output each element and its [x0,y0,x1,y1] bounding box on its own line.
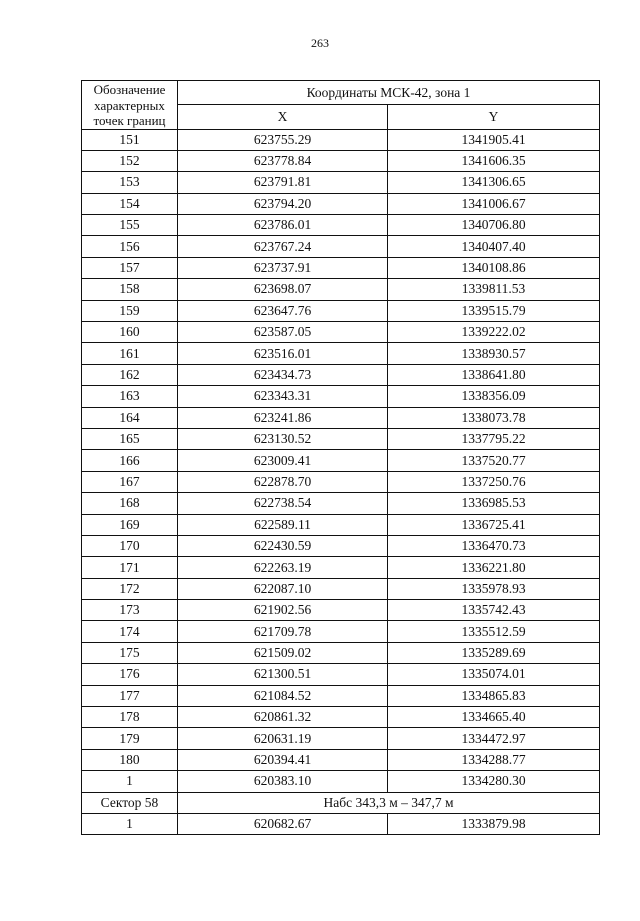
x-coordinate-cell: 620631.19 [178,728,388,749]
x-coordinate-cell: 623647.76 [178,300,388,321]
x-column-header: X [178,105,388,129]
sector-label-cell: Сектор 58 [82,792,178,813]
x-coordinate-cell: 622738.54 [178,493,388,514]
point-id-cell: 178 [82,707,178,728]
point-id-cell: 158 [82,279,178,300]
table-row [82,364,600,385]
x-coordinate-cell: 623791.81 [178,172,388,193]
coordinates-system-header: Координаты МСК-42, зона 1 [178,81,600,105]
y-coordinate-cell: 1334865.83 [388,685,600,706]
point-id-cell: 160 [82,322,178,343]
table-row [82,600,600,621]
point-id-cell: 157 [82,257,178,278]
page-number: 263 [311,36,329,50]
x-coordinate-cell: 621902.56 [178,600,388,621]
y-coordinate-cell: 1334472.97 [388,728,600,749]
x-coordinate-cell: 623434.73 [178,364,388,385]
y-coordinate-cell: 1333879.98 [388,814,600,835]
table-row [82,535,600,556]
point-id-cell: 153 [82,172,178,193]
table-row [82,557,600,578]
table-row [82,685,600,706]
x-coordinate-cell: 621709.78 [178,621,388,642]
table-row [82,300,600,321]
table-row [82,150,600,171]
table-row [82,428,600,449]
table-row [82,664,600,685]
point-id-cell: 154 [82,193,178,214]
y-coordinate-cell: 1339515.79 [388,300,600,321]
point-id-cell: 169 [82,514,178,535]
table-row [82,257,600,278]
table-row [82,493,600,514]
x-coordinate-cell: 623343.31 [178,386,388,407]
table-row [82,814,600,835]
x-coordinate-cell: 623794.20 [178,193,388,214]
table-row [82,386,600,407]
y-coordinate-cell: 1336221.80 [388,557,600,578]
x-coordinate-cell: 622087.10 [178,578,388,599]
point-id-cell: 165 [82,428,178,449]
y-coordinate-cell: 1337250.76 [388,471,600,492]
table-row [82,172,600,193]
table-row [82,514,600,535]
point-id-cell: 166 [82,450,178,471]
y-coordinate-cell: 1336470.73 [388,535,600,556]
table-row [82,471,600,492]
table-row [82,578,600,599]
table-body [82,129,600,835]
x-coordinate-cell: 621509.02 [178,642,388,663]
header-line-3: точек границ [93,113,166,128]
point-id-cell: 156 [82,236,178,257]
y-column-header: Y [388,105,600,129]
y-coordinate-cell: 1338930.57 [388,343,600,364]
y-coordinate-cell: 1338641.80 [388,364,600,385]
table-row [82,236,600,257]
header-line-1: Обозначение [93,82,166,97]
x-coordinate-cell: 623130.52 [178,428,388,449]
y-coordinate-cell: 1339811.53 [388,279,600,300]
y-coordinate-cell: 1337520.77 [388,450,600,471]
y-coordinate-cell: 1334665.40 [388,707,600,728]
table-row [82,343,600,364]
table-row [82,279,600,300]
y-coordinate-cell: 1337795.22 [388,428,600,449]
sector-height-cell: Набс 343,3 м – 347,7 м [178,792,600,813]
point-id-cell: 180 [82,749,178,770]
point-id-cell: 168 [82,493,178,514]
y-coordinate-cell: 1339222.02 [388,322,600,343]
x-coordinate-cell: 621084.52 [178,685,388,706]
y-coordinate-cell: 1341306.65 [388,172,600,193]
x-coordinate-cell: 620383.10 [178,771,388,792]
table-row [82,450,600,471]
table-row [82,621,600,642]
y-coordinate-cell: 1340706.80 [388,215,600,236]
sector-row [82,792,600,813]
table-row [82,407,600,428]
point-id-cell: 174 [82,621,178,642]
x-coordinate-cell: 623755.29 [178,129,388,150]
y-coordinate-cell: 1336985.53 [388,493,600,514]
point-id-cell: 151 [82,129,178,150]
x-coordinate-cell: 623516.01 [178,343,388,364]
y-coordinate-cell: 1341006.67 [388,193,600,214]
y-coordinate-cell: 1335289.69 [388,642,600,663]
x-coordinate-cell: 622430.59 [178,535,388,556]
y-coordinate-cell: 1341905.41 [388,129,600,150]
table-row [82,642,600,663]
point-id-cell: 155 [82,215,178,236]
y-coordinate-cell: 1334280.30 [388,771,600,792]
point-id-cell: 159 [82,300,178,321]
point-id-cell: 175 [82,642,178,663]
x-coordinate-cell: 623241.86 [178,407,388,428]
x-coordinate-cell: 621300.51 [178,664,388,685]
table-row [82,193,600,214]
point-id-cell: 162 [82,364,178,385]
x-coordinate-cell: 623778.84 [178,150,388,171]
point-id-cell: 164 [82,407,178,428]
x-coordinate-cell: 623786.01 [178,215,388,236]
y-coordinate-cell: 1335978.93 [388,578,600,599]
header-line-2: характерных [94,97,165,113]
x-coordinate-cell: 620861.32 [178,707,388,728]
x-coordinate-cell: 623587.05 [178,322,388,343]
x-coordinate-cell: 620394.41 [178,749,388,770]
point-designation-header [82,81,178,130]
x-coordinate-cell: 622589.11 [178,514,388,535]
table-row [82,215,600,236]
x-coordinate-cell: 623767.24 [178,236,388,257]
coordinates-table [81,80,600,835]
y-coordinate-cell: 1335074.01 [388,664,600,685]
table-row [82,749,600,770]
point-id-cell: 171 [82,557,178,578]
point-id-cell: 172 [82,578,178,599]
y-coordinate-cell: 1338073.78 [388,407,600,428]
point-id-cell: 170 [82,535,178,556]
y-coordinate-cell: 1335742.43 [388,600,600,621]
x-coordinate-cell: 620682.67 [178,814,388,835]
y-coordinate-cell: 1340407.40 [388,236,600,257]
point-id-cell: 177 [82,685,178,706]
x-coordinate-cell: 622263.19 [178,557,388,578]
y-coordinate-cell: 1336725.41 [388,514,600,535]
x-coordinate-cell: 622878.70 [178,471,388,492]
point-id-cell: 161 [82,343,178,364]
point-id-cell: 167 [82,471,178,492]
y-coordinate-cell: 1341606.35 [388,150,600,171]
point-id-cell: 1 [82,814,178,835]
y-coordinate-cell: 1340108.86 [388,257,600,278]
point-id-cell: 152 [82,150,178,171]
point-id-cell: 176 [82,664,178,685]
table-row [82,728,600,749]
point-id-cell: 163 [82,386,178,407]
table-row [82,322,600,343]
point-id-cell: 179 [82,728,178,749]
point-id-cell: 1 [82,771,178,792]
table-row [82,129,600,150]
y-coordinate-cell: 1338356.09 [388,386,600,407]
y-coordinate-cell: 1335512.59 [388,621,600,642]
table-row [82,771,600,792]
point-id-cell: 173 [82,600,178,621]
y-coordinate-cell: 1334288.77 [388,749,600,770]
x-coordinate-cell: 623698.07 [178,279,388,300]
x-coordinate-cell: 623737.91 [178,257,388,278]
x-coordinate-cell: 623009.41 [178,450,388,471]
table-row [82,707,600,728]
table-header-row [82,81,600,105]
